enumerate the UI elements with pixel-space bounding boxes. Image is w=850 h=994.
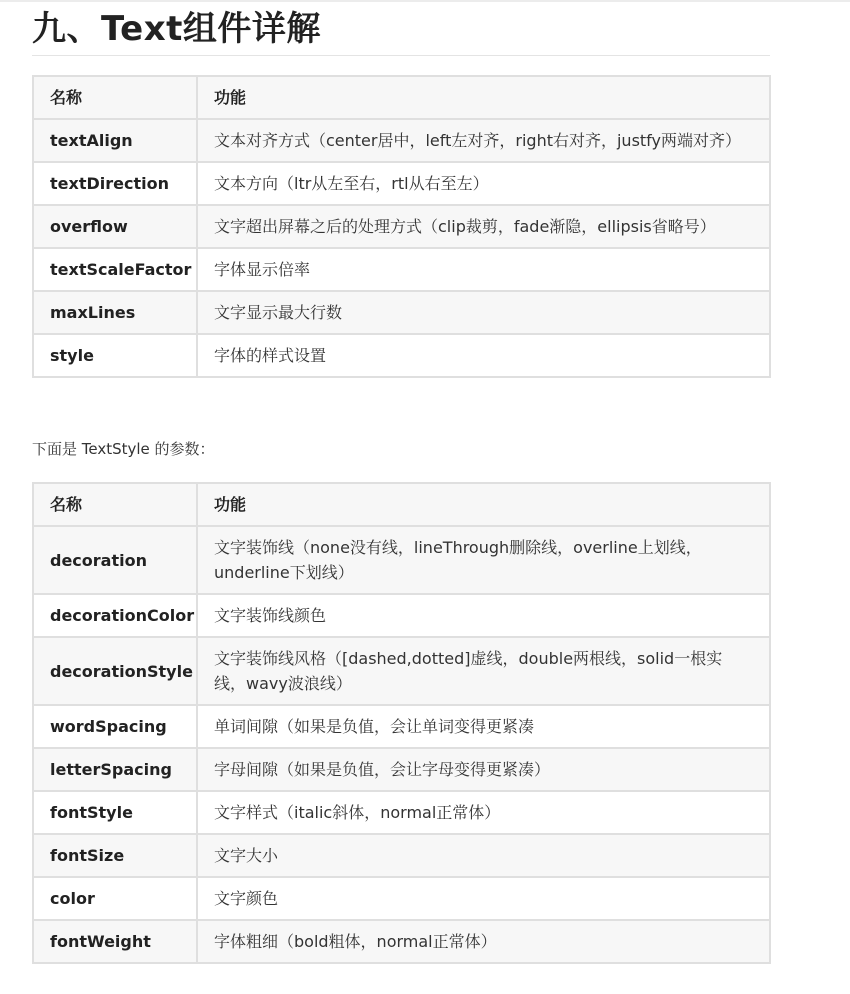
table-row: [33, 637, 770, 705]
param-name: decorationColor: [33, 594, 197, 637]
table-row: [33, 594, 770, 637]
table-row: [33, 248, 770, 291]
param-desc: 文字装饰线风格（[dashed,dotted]虚线，double两根线，solid一根实线，wavy波浪线）: [197, 637, 770, 705]
param-name: style: [33, 334, 197, 377]
table-row: [33, 162, 770, 205]
table-header-row: [33, 76, 770, 119]
param-name: color: [33, 877, 197, 920]
param-name: decorationStyle: [33, 637, 197, 705]
table-row: [33, 205, 770, 248]
param-desc: 单词间隙（如果是负值，会让单词变得更紧凑: [197, 705, 770, 748]
text-params-table: [32, 75, 771, 378]
table-row: [33, 334, 770, 377]
header-function: 功能: [197, 483, 770, 526]
param-name: textDirection: [33, 162, 197, 205]
param-name: wordSpacing: [33, 705, 197, 748]
table-row: [33, 791, 770, 834]
section-heading: 九、Text组件详解: [32, 0, 770, 56]
param-name: maxLines: [33, 291, 197, 334]
table-row: [33, 920, 770, 963]
param-desc: 文字大小: [197, 834, 770, 877]
param-name: textAlign: [33, 119, 197, 162]
table-row: [33, 748, 770, 791]
param-name: overflow: [33, 205, 197, 248]
param-desc: 文字样式（italic斜体，normal正常体）: [197, 791, 770, 834]
param-desc: 文字超出屏幕之后的处理方式（clip裁剪，fade渐隐，ellipsis省略号）: [197, 205, 770, 248]
param-name: fontSize: [33, 834, 197, 877]
param-name: fontStyle: [33, 791, 197, 834]
param-desc: 文字颜色: [197, 877, 770, 920]
textstyle-params-table: [32, 482, 771, 964]
table-row: [33, 291, 770, 334]
param-desc: 文字装饰线（none没有线，lineThrough删除线，overline上划线，underline下划线）: [197, 526, 770, 594]
param-desc: 文字显示最大行数: [197, 291, 770, 334]
param-desc: 字体粗细（bold粗体，normal正常体）: [197, 920, 770, 963]
param-name: decoration: [33, 526, 197, 594]
param-desc: 字体的样式设置: [197, 334, 770, 377]
table-row: [33, 705, 770, 748]
param-desc: 字体显示倍率: [197, 248, 770, 291]
header-function: 功能: [197, 76, 770, 119]
textstyle-intro: 下面是 TextStyle 的参数：: [32, 440, 215, 458]
param-desc: 文本方向（ltr从左至右，rtl从右至左）: [197, 162, 770, 205]
param-name: textScaleFactor: [33, 248, 197, 291]
header-name: 名称: [33, 76, 197, 119]
param-desc: 文字装饰线颜色: [197, 594, 770, 637]
table-row: [33, 877, 770, 920]
header-name: 名称: [33, 483, 197, 526]
param-name: fontWeight: [33, 920, 197, 963]
table-row: [33, 119, 770, 162]
table-header-row: [33, 483, 770, 526]
table-row: [33, 526, 770, 594]
param-desc: 文本对齐方式（center居中，left左对齐，right右对齐，justfy两端对齐）: [197, 119, 770, 162]
param-desc: 字母间隙（如果是负值，会让字母变得更紧凑）: [197, 748, 770, 791]
param-name: letterSpacing: [33, 748, 197, 791]
article-content: [32, 0, 770, 964]
table-row: [33, 834, 770, 877]
